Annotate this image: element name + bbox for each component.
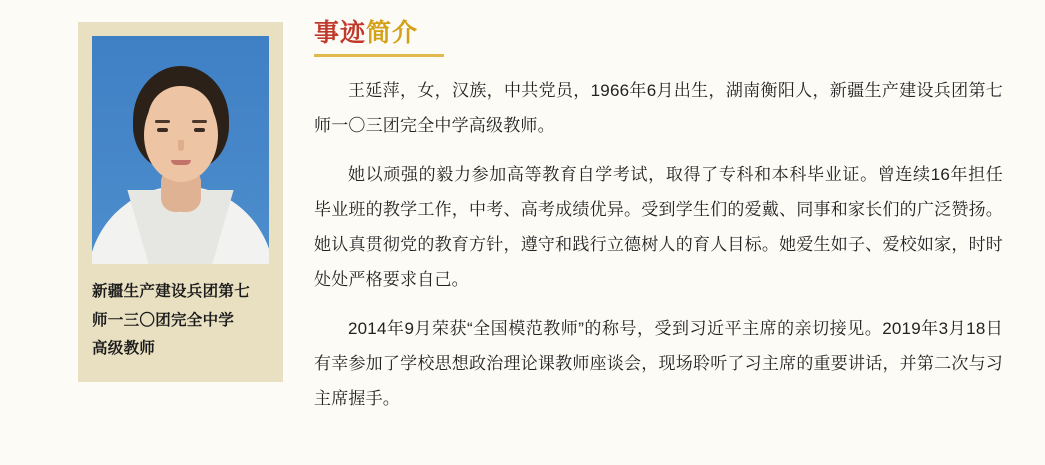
- profile-card: [78, 22, 283, 382]
- portrait-photo: [92, 36, 269, 264]
- article-paragraph: 她以顽强的毅力参加高等教育自学考试，取得了专科和本科毕业证。曾连续16年担任毕业班的教学工作，中考、高考成绩优异。受到学生们的爱戴、同事和家长们的广泛赞扬。她认真贯彻党的教育方针，遵守和践行立德树人的育人目标。她爱生如子、爱校如家，时时处处严格要求自己。: [314, 165, 1003, 290]
- portrait-eyebrow-right: [192, 120, 207, 123]
- profile-column: [0, 0, 290, 465]
- article-paragraph: 2014年9月荣获“全国模范教师”的称号，受到习近平主席的亲切接见。2019年3月18日有幸参加了学校思想政治理论课教师座谈会，现场聆听了习主席的重要讲话，并第二次与习主席握手。: [314, 319, 1003, 409]
- section-title: [314, 18, 1003, 48]
- article-column: [290, 0, 1045, 465]
- section-title-strong: 事迹: [314, 19, 367, 47]
- profile-caption-line: 师一三〇团完全中学: [92, 311, 235, 329]
- portrait-nose: [178, 140, 184, 151]
- article-paragraph: 王延萍，女，汉族，中共党员，1966年6月出生，湖南衡阳人，新疆生产建设兵团第七师一〇三团完全中学高级教师。: [314, 81, 1003, 136]
- profile-caption: [92, 278, 269, 364]
- section-title-rest: 简介: [366, 19, 419, 47]
- portrait-mouth: [171, 160, 191, 165]
- heading-underline: [314, 54, 444, 57]
- portrait-eye-left: [157, 128, 168, 132]
- portrait-eye-right: [194, 128, 205, 132]
- portrait-eyebrow-left: [155, 120, 170, 123]
- profile-caption-line: 高级教师: [92, 340, 156, 358]
- profile-caption-line: 新疆生产建设兵团第七: [92, 283, 251, 300]
